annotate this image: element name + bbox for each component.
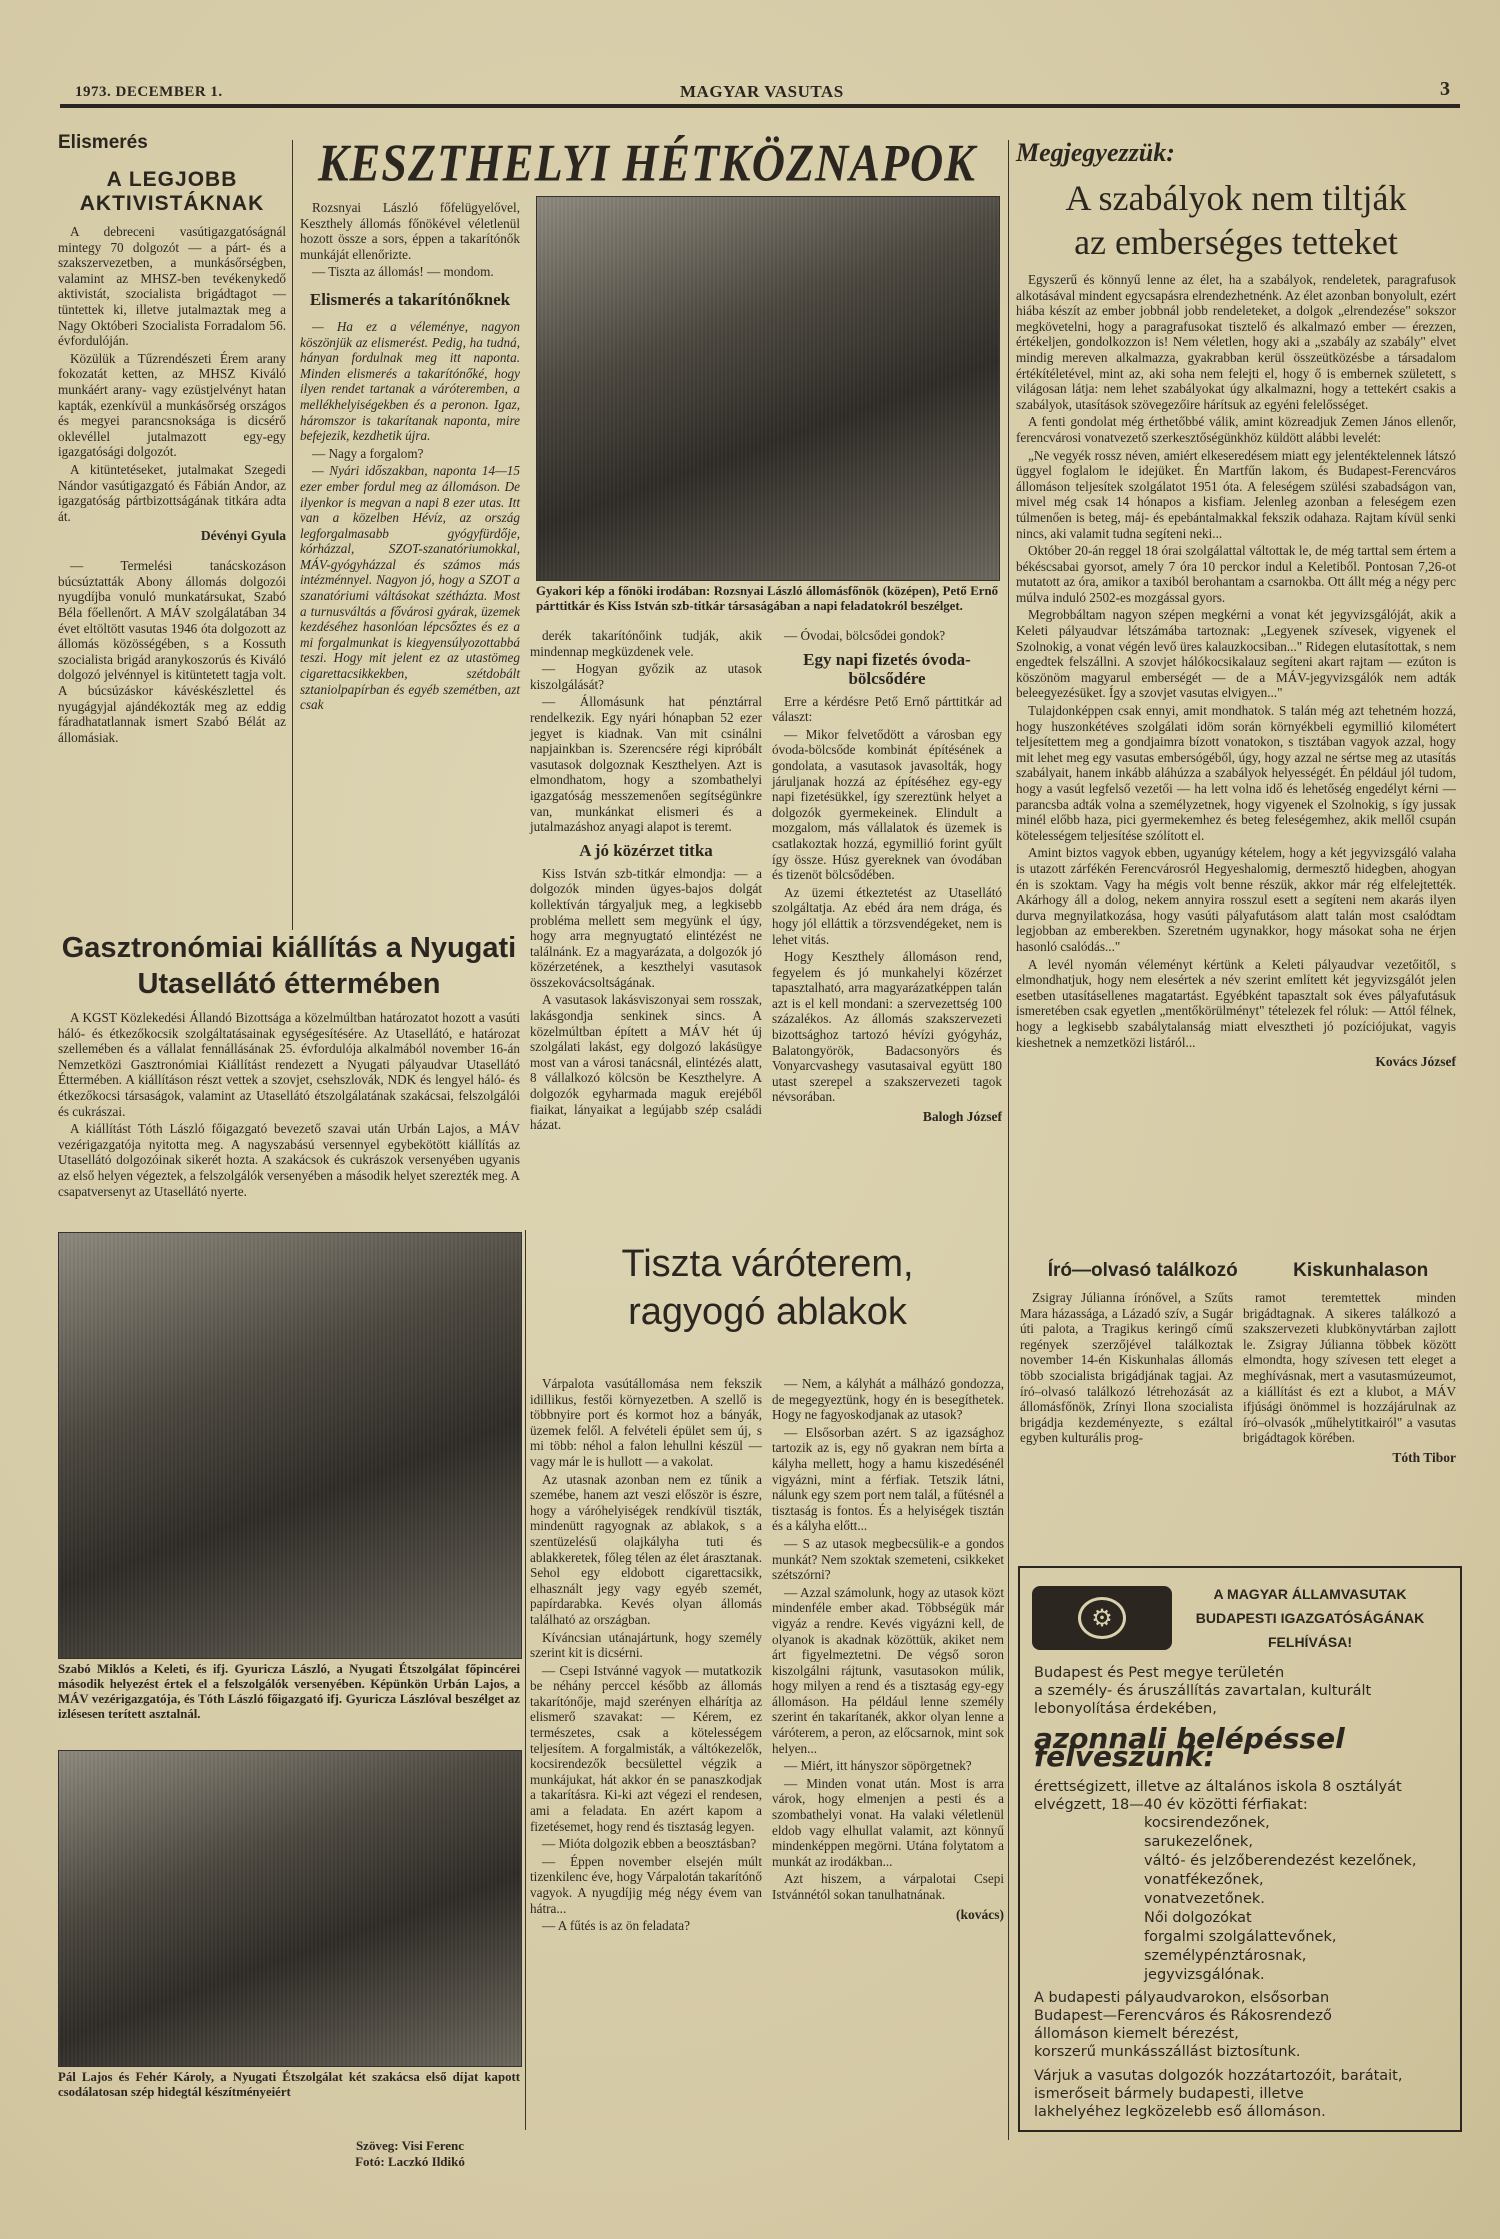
header-rule [60, 104, 1460, 108]
subheading: Egy napi fizetés óvoda-bölcsődére [803, 649, 971, 688]
article-keszthely-col3 [772, 628, 1002, 1125]
paragraph: — S az utasok megbecsülik-e a gondos munkát? Nem szoktak szemeteni, csikkeket szétszórni? [772, 1535, 1004, 1583]
paragraph: — Nem, a kályhát a málházó gondozza, de megegyeztünk, hogy én is besegíthetek. Hogy ne fagyoskodjanak az utasok? [772, 1376, 1004, 1423]
paragraph: Zsigray Júlianna írónővel, a Szűts Mara házassága, a Lázadó szív, a Sugár úti palota, a Tragikus keringő című regények szerzőjével találkoztak november 14-én Kiskunhalas állomás több szocialista brigádjának tagjai. Az író–olvasó találkozó létrehozását az állomásfőnök, Zrínyi Ilona szocialista brigádja kezdeményezte, s ezáltal egyben kulturális prog- [1020, 1290, 1233, 1446]
paragraph: — Nyári időszakban, naponta 14—15 ezer ember fordul meg az állomáson. De ilyenkor is megvan a napi 8 ezer utas. Itt van a közelben Hévíz, az ország legforgalmasabb gyógyfürdője, kórházzal, SZOT-szanatóriumokkal, MÁV-gyógyházzal és számos más intézménnyel. Nagyon jó, hogy a SZOT a szanatóriumi váltásokat szétházta. Most a turnusváltás a fővárosi gyárak, üzemek kezdéséhez hasonlóan lépcsőztes és ez a mi forgalmunkat is kiegyensúlyozottabbá teszi. Hogy mit jelent ez az utastömeg cigarettacsikkekben, szétdobált sztaniolpapírban és egyéb szemétben, azt csak [300, 463, 520, 713]
paragraph: A fenti gondolat még érthetőbbé válik, amint közreadjuk Zemen János ellenőr, ferencvárosi vonatvezető szerkesztőségünkhöz küldött alábbi levelét: [1016, 414, 1456, 445]
byline: (kovács) [956, 1906, 1004, 1922]
photo-chefs [58, 1750, 522, 2067]
page-number: 3 [1440, 78, 1451, 100]
paragraph: — Termelési tanácskozáson búcsúztatták Abony állomás dolgozói nyugdíjba vonuló munkatársukat, Szabó Béla főellenőrt. A MÁV szolgálatában 34 évet eltöltött vasutas 1946 óta dolgozott az állomás közösségében, s a Kossuth szocialista brigád aranykoszorús és Kiváló dolgozó jelvénnyel is kitüntetett tagja volt. A búcsúzáskor kávéskészlettel és nyugágyjal ajándékozták meg az eddig fáradhatatlannak ismert Szabó Bélát az állomásiak. [58, 558, 286, 745]
ad-line: ismerőseit bármely budapesti, illetve [1034, 2086, 1304, 2102]
column-divider [525, 1230, 526, 2130]
paragraph: Azt hiszem, a várpalotai Csepi Istvánnétól sokan tanulhatnának. [772, 1871, 1004, 1902]
article-keszthely-col2 [530, 628, 762, 1135]
headline: AKTIVISTÁKNAK [79, 192, 265, 215]
photo-caption: Gyakori kép a főnöki irodában: Rozsnyai László állomásfőnök (középen), Pető Ernő párttitkár és Kiss István szb-titkár társaságában a napi feladatokról beszélget. [536, 584, 998, 613]
paragraph: — Hogyan győzik az utasok kiszolgálását? [530, 661, 762, 692]
paragraph: Erre a kérdésre Pető Ernő párttitkár ad választ: [772, 693, 1002, 725]
masthead: MAGYAR VASUTAS [680, 82, 844, 101]
job-advertisement [1018, 1566, 1462, 2132]
paragraph: — Miért, itt hányszor söpörgetnek? [784, 1758, 972, 1774]
paragraph: A kitüntetéseket, jutalmakat Szegedi Nándor vasútigazgató és Fábián Andor, az igazgatóság pártbizottságának titkára adta át. [58, 461, 286, 524]
credit-photo: Fotó: Laczkó Ildikó [355, 2154, 465, 2169]
ad-line: sarukezelőnek, [1144, 1834, 1253, 1850]
ad-line: állomáson kiemelt bérezést, [1034, 2026, 1239, 2042]
ad-line: lebonyolítása érdekében, [1034, 1701, 1217, 1717]
paragraph: Közülük a Tűzrendészeti Érem arany fokozatát ketten, az MHSZ Kiváló munkáért arany- vagy ezüstjelvényt hatan kapták, ezenkívül a munkásőrség országos és megyei parancsnoksága is dicsérő oklevéllel jutalmazott egy-egy igazgatósági dolgozót. [58, 350, 286, 460]
byline: Dévényi Gyula [200, 528, 286, 544]
paragraph: A vasutasok lakásviszonyai sem rosszak, lakásgondja senkinek sincs. A közelmúltban épített a MÁV hét új szolgálati lakást, egy dolgozó lakásügye most van a városi tanácsnál, elintézés alatt, 8 vállalkozó kölcsön be Keszthelyre. A dolgozók egyharmada maguk erejéből fiaikat, lányaikat a legújabb szép családi házat. [530, 992, 762, 1133]
paragraph: Várpalota vasútállomása nem fekszik idillikus, festői környezetben. A szellő is többnyire port és kormot hoz a bányák, üzemek felől. A felvételi épület sem új, s mi több: néhol a falon lehullni készül — vagy már le is hullott — a vakolat. [530, 1376, 762, 1469]
ad-line: vonatvezetőnek. [1144, 1891, 1265, 1907]
paragraph: — Éppen november elsején múlt tizenkilenc éve, hogy Várpalotán takarítónő vagyok. A nyugdíjig még négy évem van hátra... [530, 1853, 762, 1916]
ad-title: BUDAPESTI IGAZGATÓSÁGÁNAK [1195, 1610, 1425, 1626]
paragraph: — Óvodai, bölcsődei gondok? [784, 628, 946, 643]
paragraph: Amint biztos vagyok ebben, ugyanúgy kételem, hogy a két jegyvizsgáló valaha is utazott zárfékén Ferencvárosról Hegyeshalomig, dermesztő hidegben, ahogyan én is szoktam. Vagy ha mégis volt benne részük, akkor már rég elfelejtették. Akárhogy áll a dolog, nekem annyira rosszul esett a segíteni nem akarás ilyen durva megnyilatkozása, hogy vasúti pályafutásom alatt talán most csalódtam legjobban az emberekben. Szeretném ugynakkor, hogy másokat soha ne érjen hasonló csalódás..." [1016, 845, 1456, 954]
headline: KESZTHELYI HÉTKÖZNAPOK [318, 133, 976, 192]
column-divider [292, 140, 293, 930]
ad-line: Várjuk a vasutas dolgozók hozzátartozóit, barátait, [1034, 2068, 1403, 2084]
ad-title: A MAGYAR ÁLLAMVASUTAK [1213, 1586, 1407, 1602]
paragraph: „Ne vegyék rossz néven, amiért elkeseredésem miatt egy jelentéktelennek látszó üggyel foglalom le idejüket. Én Martfűn lakom, és Budapest-Ferencváros állomáson teljesítek szolgálatot 1951 óta. A feleségem szülési szabadságon van, mivel még csak 14 hónapos a kisfiam. Jelenleg azonban a feleségem ezen túlmenően is beteg, máj- és epebántalmakkal fekszik odahaza. Rajtam kívül senki nincs, aki valamit tudna segíteni neki... [1016, 447, 1456, 541]
paragraph: — Nagy a forgalom? [312, 445, 424, 461]
photo-waiters [58, 1232, 522, 1659]
paragraph: A kiállítást Tóth László főigazgató bevezető szavai után Urbán Lajos, a MÁV vezérigazgatója nyitotta meg. A nagyszabású versennyel egybekötött kiállítás az Utasellátó dolgozóinak sikerét hozta. A szakácsok és cukrászok versenyében ugyanis az első helyen végeztek, a felszolgálók versenyében a második helyet szerezték meg. A csapatversenyt az Utasellátó nyerte. [58, 1121, 520, 1199]
article-iro-olvaso [1020, 1260, 1456, 1466]
paragraph: Kíváncsian utánajártunk, hogy személy szerint kit is dicsérni. [530, 1629, 762, 1661]
byline: Tóth Tibor [1392, 1449, 1456, 1465]
ad-line: vonatfékezőnek, [1144, 1872, 1264, 1888]
ad-line: Budapest és Pest megye területén [1034, 1665, 1285, 1681]
ad-line: forgalmi szolgálattevőnek, [1144, 1929, 1337, 1945]
subheading: A jó közérzet titka [579, 840, 713, 860]
paragraph: — Tiszta az állomás! — mondom. [312, 264, 494, 280]
paragraph: — Mikor felvetődött a városban egy óvoda-bölcsőde kombinát építésének a gondolata, a vasutasok javasolták, hogy járuljanak hozzá az építéséhez egy-egy napi fizetésükkel, így szereztünk helyet a dolgozók gyermekeinek. Elindult a mozgalom, más vállalatok és üzemek is csatlakoztak hozzá, egymillió forint gyűlt így össze. Húsz gyereknek van óvodában és tizenöt bölcsődében. [772, 726, 1002, 883]
article-keszthely-col1 [300, 200, 520, 715]
photo-caption: Szabó Miklós a Keleti, és ifj. Gyuricza László, a Nyugati Étszolgálat főpincérei második helyezést értek el a felszolgálók versenyében. Képünkön Urbán Lajos, a MÁV vezérigazgatója, és Tóth László főigazgató ifj. Gyuricza Lászlóval beszélget az izlésesen terített asztalnál. [58, 1662, 520, 1721]
headline: Tiszta váróterem, [621, 1243, 914, 1285]
article-szabalyok [1016, 138, 1456, 1070]
ad-line: korszerű munkásszállást biztosítunk. [1034, 2044, 1301, 2060]
headline: A LEGJOBB [106, 168, 238, 191]
article-tiszta-headline [530, 1240, 1005, 1336]
ad-line: személypénztárosnak, [1144, 1948, 1307, 1964]
ad-line: lakhelyéhez legközelebb eső állomáson. [1034, 2104, 1326, 2120]
ad-slogan: azonnali belépéssel felveszünk: [1034, 1722, 1345, 1773]
paragraph: — Minden vonat után. Most is arra várok, hogy elmenjen a pesti és a szombathelyi vonat. Ha valaki véletlenül eldob vagy elhullat valamit, azt könnyű mindenképpen megörni. Utána folytatom a munkát az irodákban... [772, 1775, 1004, 1869]
ad-line: kocsirendezőnek, [1144, 1815, 1270, 1831]
ad-line: váltó- és jelzőberendezést kezelőnek, [1144, 1853, 1417, 1869]
paragraph: — Állomásunk hat pénztárral rendelkezik. Egy nyári hónapban 52 ezer jegyet is kiadnak. Van mit csinálni napjainkban is. Szerencsére régi kipróbált vasutasok dolgoznak Keszthelyen. Azt is elmondhatom, hogy a szombathelyi igazgatóság messzemenően segítségünkre van, munkánkat elismeri és a jutalmazáshoz anyagi alapot is teremt. [530, 694, 762, 835]
credit-text: Szöveg: Visi Ferenc [355, 2138, 465, 2153]
paragraph: — Azzal számolunk, hogy az utasok közt mindenféle ember akad. Többségük már vigyáz a rendre. Kevés vigyázni kell, de olyanok is akadnak közöttük, akiket nem árt figyelmeztetni. De végső soron kiszolgálni rájtunk, vasutasokon múlik, hogy milyen a rend és a tisztaság egy-egy állomáson. Ha például lenne személy szerint én takarítanék, akkor olyan lenne a váróterem, a peron, az előcsarnok, mint sok helyen... [772, 1584, 1004, 1756]
paragraph: — Mióta dolgozik ebben a beosztásban? [542, 1836, 757, 1852]
paragraph: — Csepi Istvánné vagyok — mutatkozik be néhány perccel később az állomás takarítónője, majd szerényen elhárítja az elismerő szavakat: — Kérem, ez természetes, csak a kötelességem teljesítem. A forgalmisták, a váltókezelők, kocsirendezők becsülettel végzik a munkájukat, hát akkor én se panaszkodjak a takarításra. Ki-ki azt végezi el rendesen, ami a feladata. En azért kapom a fizetésemet, hogy rend és tisztaság legyen. [530, 1662, 762, 1834]
paragraph: — Ha ez a véleménye, nagyon köszönjük az elismerést. Pedig, ha tudná, hányan fordulnak meg itt naponta. Minden elismerés a takarítónőké, hogy ilyen rendet tartanak a váróteremben, a mellékhelyiségekben és a peronon. Igaz, háromszor is takarítanak naponta, mire befejezik, kezdhetik újra. [300, 318, 520, 444]
ad-title: FELHÍVÁSA! [1268, 1634, 1352, 1650]
ad-line: érettségizett, illetve az általános iskola 8 osztályát [1034, 1779, 1402, 1795]
paragraph: Tulajdonképpen csak ennyi, amit mondhatok. S talán még azt tehetném hozzá, hogy huszonkétéves szolgálati idöm során környékbeli egymillió kilométert teljesítettem meg a gondjaimra bízott vonatokon, s tisztában vagyok azzal, hogy mit lehet meg egy vasutas embersógéből, úgy, hogy azzal ne sértse meg az utasítás szabályait, hanem inkább aláhúzza a szabályok helyességét. Én például jól tudom, hogy a vasút legfelső vezetői — ha lett volna idő és lehetőség engedélyt kérni — parancsba adták volna a személyzetnek, hogy vigyenek el Szolnokig, s így jussak minél előbb haza, pici gyermekemhez és beteg feleségemhez, akik mellől csupán kötelességem teljesítése szólított el. [1016, 703, 1456, 843]
kicker: Megjegyezzük: [1016, 138, 1175, 167]
paragraph: — Elsősorban azért. S az igazsághoz tartozik az is, egy nő gyakran nem bírta a kályha mellett, hogy a hamu kiszedésénél vigyázni, mint a férfiak. Tetszik látni, nálunk egy szem port nem talál, a fűtésnél a tisztaság is fontos. És a helyiségek tisztán és a kályha előtt... [772, 1424, 1004, 1534]
paragraph: Megrobbáltam nagyon szépen megkérni a vonat két jegyvizsgálóját, akik a Keleti pályaudvar létszámába tartoznak: „Legyenek szívesek, vigyenek el Szolnokig, a vonat végén levő üres kalauzkocsiban..." Ridegen elutasítottak, s nem engedtek felszállni. A szovjet hálókocsikalauz segíteni akart rajtam — ezúton is köszönöm magyarul emberségét — de a MÁV-jegyvizsgálók nem adták beleegyezésüket. Így a szovjet vasutas elvigyen..." [1016, 607, 1456, 701]
paragraph: Rozsnyai László főfelügyelővel, Keszthely állomás főnökével véletlenül hozott össze a sors, éppen a takarítónők munkáját ellenőrizte. [300, 200, 520, 262]
ad-line: Budapest—Ferencváros és Rákosrendező [1034, 2008, 1332, 2024]
photo-station-office [536, 196, 1000, 581]
ad-line: a személy- és áruszállítás zavartalan, kulturált [1034, 1683, 1372, 1699]
photo-caption: Pál Lajos és Fehér Károly, a Nyugati Étszolgálat két szakácsa első díjat kapott csodálatosan szép hidegtál készítményeiért [58, 2070, 520, 2099]
ad-line: Női dolgozókat [1144, 1910, 1252, 1926]
article-elismeres [58, 132, 286, 747]
byline: Balogh József [922, 1109, 1002, 1125]
byline: Kovács József [1375, 1054, 1456, 1070]
paragraph: A debreceni vasútigazgatóságnál mintegy 70 dolgozót — a párt- és a szakszervezetben, a munkásőrségben, valamint az MHSZ-ben tevékenykedő aktivistát, szocialista brigádtagot — tüntettek ki, illetve jutalmaztak meg a Nagy Októberi Szocialista Forradalom 56. évfordulóján. [58, 224, 286, 349]
paragraph: Egyszerű és könnyű lenne az élet, ha a szabályok, rendeletek, paragrafusok alkotásával mindent egycsapásra elrendezhetnénk. Az élet azonban bonyolult, ezért hiába készít az ember jobbnál jobb rendeleteket, a dolgok „elrendezése" sokszor megkövetelni, hogy a paragrafusokat tisztelő és alkalmazó ember — érezzen, értékeljen, gondolkozzon is! Nem véletlen, hogy aki a „szabály az szabály" elvet mindig mereven alkalmazza, gyakrabban kerül összeütközésbe a társadalom értékítéletével, mint az, aki soha nem felejti el, hogy ő is embernek született, s világosan látja: nem lehet szabályokat úgy alkalmazni, hogy a tettekért csakis a szabályok, utasítások szövegezőire hárítsuk az egyéni felelősséget. [1016, 272, 1456, 412]
headline: Író—olvasó találkozó [1047, 1260, 1238, 1281]
column-divider [1008, 140, 1009, 2140]
headline: Kiskunhalason [1293, 1260, 1429, 1281]
article-tiszta-col2 [772, 1376, 1004, 1923]
paragraph: derék takarítónőink tudják, akik mindennap megküzdenek vele. [530, 628, 762, 659]
paragraph: Az üzemi étkeztetést az Utasellátó szolgáltatja. Az ebéd ára nem drága, és hogy jól elláttik a törzsvendégeket, nem is lehet vitás. [772, 884, 1002, 947]
ad-line: A budapesti pályaudvarokon, elsősorban [1034, 1990, 1330, 2006]
mav-logo: ⚙ [1032, 1586, 1172, 1650]
paragraph: Október 20-án reggel 18 órai szolgálattal váltottak le, de még tarttal sem értem a békéscsabai gyorsot, amely 7 óra 10 perckor indul a Keletiből. Pontosan 7,26-ot mutatott az óra, amikor a taxiból berohantam a csarnokba. Ott állt még a négy perc múlva induló 2502-es mozgással gyors. [1016, 543, 1456, 605]
paragraph: Hogy Keszthely állomáson rend, fegyelem és jó munkahelyi közérzet tapasztalható, arra magyarázatképpen talán azt is el kell mondani: a szervezettség 100 százalékos. Az állomás szakszervezeti bizottsághoz tartozó hévízi gyógyház, Balatongyörök, Badacsonyörs és Vonyarcvashegy vasutasaival együtt 180 utast szerepel a szakszervezeti tagok névsorában. [772, 949, 1002, 1105]
paragraph: A levél nyomán véleményt kértünk a Keleti pályaudvar vezetőitől, s elmondhatjuk, hogy nem elesértek a név szerint említett két jegyvizsgálót jelen esetben utasításellenes magatartást. Egyébként tapasztalt sok éves pályafutásuk ismeretében csak egyetlen „mentőkörülményt" tételezek fel róluk: — Attól félnek, hogy a legkisebb szabálytalanság miatt elvesztheti jó pozíciójukat, vagyis kieshetnek a nemzetközi listáról... [1016, 956, 1456, 1050]
headline: ragyogó ablakok [628, 1291, 907, 1333]
subheading: Elismerés a takarítónőknek [309, 289, 511, 309]
headline: A szabályok nem tiltják [1065, 178, 1407, 218]
paragraph: Kiss István szb-titkár elmondja: — a dolgozók minden ügyes-bajos dolgát kollektíván tárgyaljuk meg, a legkisebb probléma mellett sem megyünk el úgy, hogy arra megnyugtató elintézést ne találnánk. Ez a magyarázata, a dolgozók jó közérzetének, a keszthelyi vasutasok összekovácsoltságának. [530, 865, 762, 990]
headline: Gasztronómiai kiállítás a Nyugati Utasellátó éttermében [61, 932, 517, 1000]
ad-line: jegyvizsgálónak. [1144, 1967, 1265, 1983]
kicker: Elismerés [58, 132, 148, 153]
issue-date: 1973. DECEMBER 1. [75, 84, 223, 100]
paragraph: Az utasnak azonban nem ez tűnik a szemébe, hanem azt veszi először is észre, hogy a váróhelyiségek rendkívül tiszták, mindenütt ragyognak az ablakok, s a szentüzelésű olajkályha tuti és ablakkeretek, főleg télen az élet árasztanak. Sehol egy eldobott cigarettacsikk, elhasznált jegy vagy egyéb szemét, papírdarabka. Kevés olyan állomás található az országban. [530, 1471, 762, 1627]
paragraph: — A fűtés is az ön feladata? [542, 1918, 690, 1934]
paragraph: ramot teremtettek minden brigádtagnak. A sikeres találkozó a szakszervezeti klubkönyvtárban zajlott le. Zsigray Júlianna többek között elmondta, hogy szívesen tett eleget a meghívásnak, mert a vasutasmúzeumot, a kiállítást és ezt a klubot, a MÁV ifjúsági önömmel is hozzájárulnak az író–olvasók „műhelytitkairól" a vasutas brigádtagok körében. [1243, 1290, 1456, 1446]
article-tiszta-col1 [530, 1376, 762, 1936]
article-gasztro [58, 930, 520, 1201]
paragraph: A KGST Közlekedési Állandó Bizottsága a közelmúltban határozatot hozott a vasúti háló- és étkezőkocsik szolgáltatásainak egységesítésére. Az Utasellátó, e határozat szellemében és a vállalat fennállásának 25. évfordulója alkalmából november 16-án Nemzetközi Gasztronómiai Kiállítást rendezett a Nyugati pályaudvar Utasellátó Éttermében. A kiállításon részt vettek a szovjet, csehszlovák, NDK és lengyel háló- és étkezőkocsi társaságok, valamint az Utasellátó étszolgálatának szakácsai, felszolgálói és cukrászai. [58, 1010, 520, 1119]
headline: az emberséges tetteket [1074, 222, 1398, 262]
ad-line: elvégzett, 18—40 év közötti férfiakat: [1034, 1797, 1308, 1813]
